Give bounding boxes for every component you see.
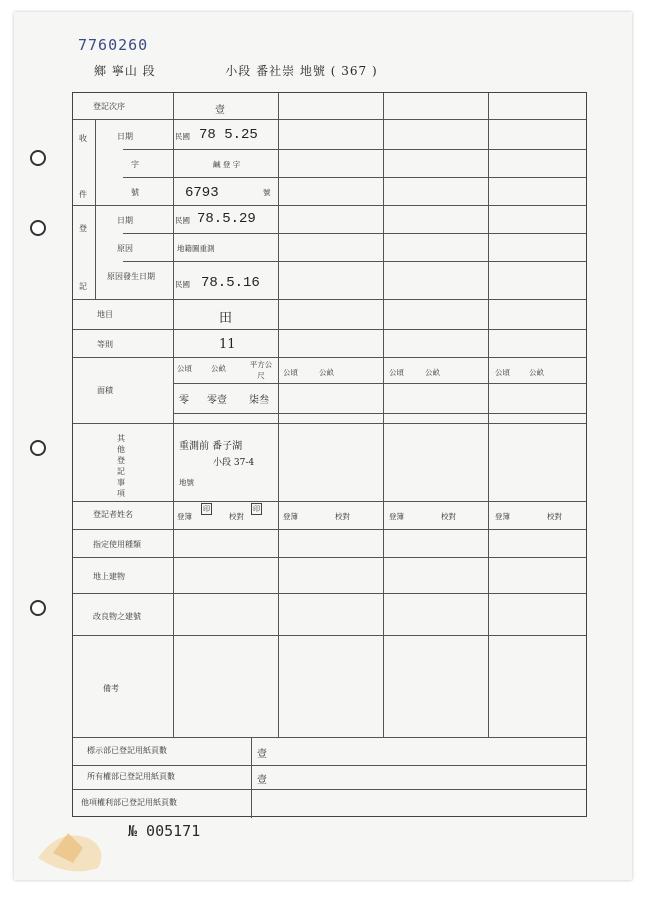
pages-marking-label: 標示部已登記用紙頁數 (87, 746, 167, 755)
receipt-char-label: 字 (131, 160, 139, 169)
side-label-register: 登 (79, 224, 87, 233)
reason-label: 原因 (117, 244, 133, 253)
reason-value: 地籍圖重測 (177, 244, 215, 253)
side-label-record: 記 (79, 282, 87, 291)
binder-hole (30, 150, 46, 166)
jiao-dui-text: 校對 (229, 512, 244, 521)
receipt-no-label: 號 (131, 188, 139, 197)
watermark-logo-icon (28, 808, 118, 878)
pages-ownership-value: 壹 (257, 775, 267, 786)
side-label-document: 件 (79, 190, 87, 199)
receipt-date-value: 78 5.25 (199, 127, 258, 143)
other-matters-label: 其他登記事項 (117, 434, 125, 498)
jiao-dui-text: 校對 (335, 512, 350, 521)
are-header: 公畝 (211, 364, 226, 373)
hectare-header: 公頃 (177, 364, 192, 373)
are-header: 公畝 (319, 368, 334, 377)
sqm-header: 平方公尺 (249, 360, 273, 380)
min-guo-text: 民國 (175, 132, 190, 141)
grade-label: 等則 (97, 340, 113, 349)
location-header (94, 62, 378, 79)
area-label: 面積 (97, 386, 113, 395)
land-use-value: 田 (219, 311, 233, 326)
pages-ownership-label: 所有權部已登記用紙頁數 (87, 772, 175, 781)
designated-use-label: 指定使用種類 (93, 540, 141, 549)
other-matters-line2: 小段 37-4 (213, 458, 255, 468)
binder-hole (30, 440, 46, 456)
checker-stamp: 印 (253, 505, 260, 513)
min-guo-text: 民國 (175, 280, 190, 289)
other-matters-line1: 重測前 番子湖 (179, 441, 243, 452)
pages-other-rights-label: 他項權利部已登記用紙頁數 (81, 798, 177, 807)
hectare-header: 公頃 (283, 368, 298, 377)
teng-fu-text: 登簿 (177, 512, 192, 521)
grade-value: 11 (219, 337, 236, 352)
cause-date-label: 原因發生日期 (107, 272, 155, 281)
document-number: № 005171 (128, 822, 201, 840)
land-use-label: 地目 (97, 310, 113, 319)
area-hectare-value: 零 (179, 395, 189, 406)
reg-date-label: 日期 (117, 216, 133, 225)
area-sqm-value: 柒叁 (249, 395, 269, 406)
min-guo-text: 民國 (175, 216, 190, 225)
teng-fu-text: 登簿 (495, 512, 510, 521)
side-label-receipt: 收 (79, 134, 87, 143)
cause-date-value: 78.5.16 (201, 275, 260, 291)
receipt-date-label: 日期 (117, 132, 133, 141)
teng-fu-text: 登簿 (389, 512, 404, 521)
area-are-value: 零壹 (207, 395, 227, 406)
receipt-no-value: 6793 (185, 185, 219, 201)
township-label: 鄉 寧山 段 (94, 64, 156, 78)
hectare-header: 公頃 (495, 368, 510, 377)
binder-hole (30, 600, 46, 616)
improvement-label: 改良物之建號 (93, 612, 141, 621)
land-registration-form (72, 92, 587, 817)
owner-label: 登記者姓名 (93, 510, 133, 519)
pages-marking-value: 壹 (257, 749, 267, 760)
reg-date-value: 78.5.29 (197, 211, 256, 227)
other-matters-line3: 地號 (179, 478, 194, 487)
binder-hole (30, 220, 46, 236)
reg-order-value: 壹 (215, 105, 225, 116)
jiao-dui-text: 校對 (547, 512, 562, 521)
are-header: 公畝 (529, 368, 544, 377)
lu-ding-text: 鹹 登 字 (213, 160, 241, 169)
building-label: 地上建物 (93, 572, 125, 581)
reg-order-label: 登記次序 (93, 102, 125, 111)
jiao-dui-text: 校對 (441, 512, 456, 521)
remarks-label: 備考 (103, 684, 119, 693)
serial-number: 7760260 (78, 36, 149, 54)
subsection-label: 小段 番社崇 地號 ( 367 ) (225, 64, 378, 78)
teng-fu-text: 登簿 (283, 512, 298, 521)
are-header: 公畝 (425, 368, 440, 377)
hectare-header: 公頃 (389, 368, 404, 377)
hao-text: 號 (263, 188, 271, 197)
registrar-stamp: 印 (203, 505, 210, 513)
